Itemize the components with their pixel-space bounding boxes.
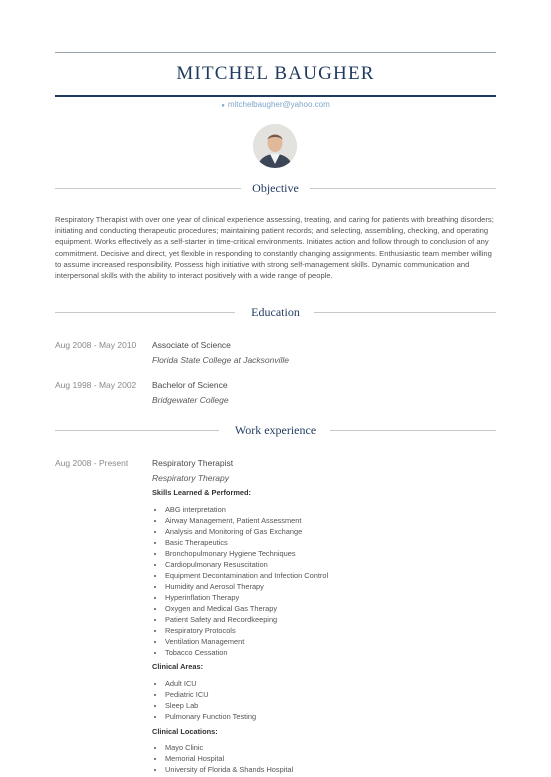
clinical-areas-heading: Clinical Areas: <box>152 662 204 671</box>
list-item: • Hyperinflation Therapy <box>165 592 328 603</box>
education-degree: Bachelor of Science <box>152 380 228 390</box>
work-title: Respiratory Therapist <box>152 458 234 468</box>
skills-list <box>152 504 328 658</box>
email-text[interactable]: mitchelbaugher@yahoo.com <box>227 100 330 109</box>
list-item: • Analysis and Monitoring of Gas Exchange <box>165 526 328 537</box>
avatar <box>253 124 297 168</box>
list-item: • Adult ICU <box>165 678 256 689</box>
list-item: • University of Florida & Shands Hospital <box>165 764 293 775</box>
work-org: Respiratory Therapy <box>152 473 230 483</box>
list-item: • Pediatric ICU <box>165 689 256 700</box>
work-dates: Aug 2008 - Present <box>55 458 129 468</box>
section-title-objective: Objective <box>244 181 307 195</box>
objective-text: Respiratory Therapist with over one year of clinical experience assessing, treating, and caring for patients with breathing disorders; initiating and conducting therapeutic procedures; maintaining patient records; and selecting, assembling, checking, and operating equipment. Works effectively as a self-starter in time-critical environments. Initiates action and follow through to conclusion of any commitment. Decisive and direct, yet flexible in responding to constantly changing assignments. Enthusiastic team member willing to assume increased responsibility. Possess high initiative with strong self-management skills. Dynamic communication and interpersonal skills with the ability to interact positively with a wide range of people. <box>55 215 494 281</box>
header-name-rule <box>55 95 496 97</box>
education-school: Florida State College at Jacksonville <box>152 355 290 365</box>
profile-photo <box>253 124 297 168</box>
header-top-rule <box>55 52 496 53</box>
education-dates: Aug 2008 - May 2010 <box>55 340 137 350</box>
candidate-name: MITCHEL BAUGHER <box>176 63 375 84</box>
contact-email[interactable] <box>0 100 551 109</box>
list-item: • Basic Therapeutics <box>165 537 328 548</box>
objective-heading-row <box>55 181 496 195</box>
list-item: • ABG interpretation <box>165 504 328 515</box>
clinical-locations-list <box>152 742 293 775</box>
education-school: Bridgewater College <box>152 395 229 405</box>
list-item: • Pulmonary Function Testing <box>165 711 256 722</box>
list-item: • Tobacco Cessation <box>165 647 328 658</box>
work-heading-row <box>55 423 496 437</box>
section-title-education: Education <box>243 305 308 319</box>
skills-heading: Skills Learned & Performed: <box>152 488 251 497</box>
list-item: • Sleep Lab <box>165 700 256 711</box>
education-degree: Associate of Science <box>152 340 231 350</box>
list-item: • Ventilation Management <box>165 636 328 647</box>
education-dates: Aug 1998 - May 2002 <box>55 380 137 390</box>
list-item: • Oxygen and Medical Gas Therapy <box>165 603 328 614</box>
list-item: • Mayo Clinic <box>165 742 293 753</box>
list-item: • Airway Management, Patient Assessment <box>165 515 328 526</box>
list-item: • Patient Safety and Recordkeeping <box>165 614 328 625</box>
list-item: • Bronchopulmonary Hygiene Techniques <box>165 548 328 559</box>
section-title-work: Work experience <box>227 423 324 437</box>
list-item: • Respiratory Protocols <box>165 625 328 636</box>
education-heading-row <box>55 305 496 319</box>
list-item: • Cardiopulmonary Resuscitation <box>165 559 328 570</box>
list-item: • Memorial Hospital <box>165 753 293 764</box>
list-item: • Humidity and Aerosol Therapy <box>165 581 328 592</box>
clinical-locations-heading: Clinical Locations: <box>152 727 218 736</box>
clinical-areas-list <box>152 678 256 722</box>
list-item: • Equipment Decontamination and Infection Control <box>165 570 328 581</box>
mail-icon: ● <box>221 103 225 109</box>
